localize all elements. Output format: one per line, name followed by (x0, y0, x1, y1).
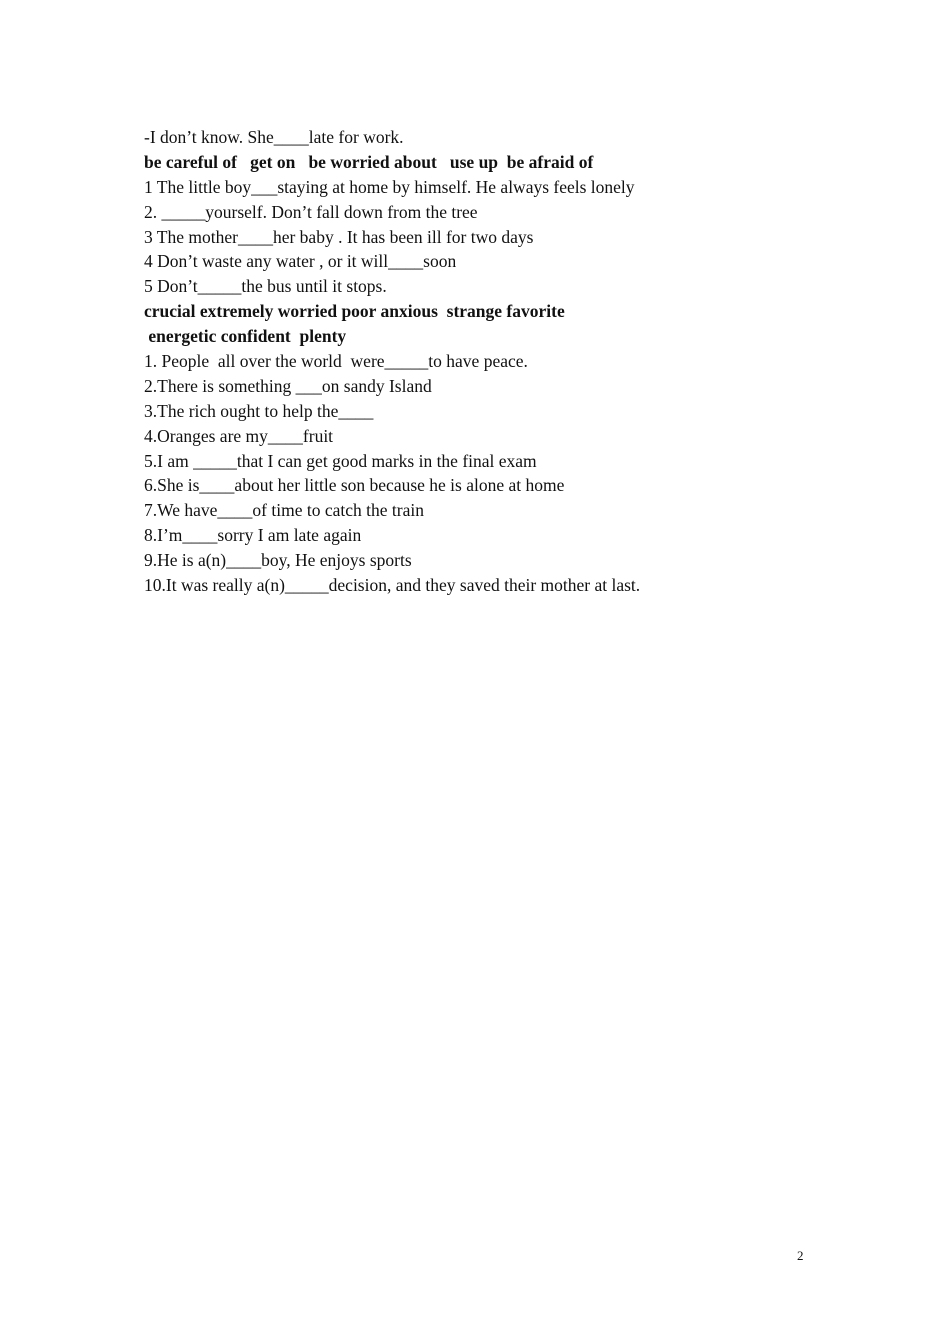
exercise-2-item-5: 5.I am _____that I can get good marks in the final exam (144, 450, 537, 471)
exercise-1-item-5: 5 Don’t_____the bus until it stops. (144, 276, 387, 297)
exercise-2-item-8: 8.I’m____sorry I am late again (144, 525, 362, 546)
exercise-2-item-2: 2.There is something ___on sandy Island (144, 375, 432, 396)
exercise-2-item-4: 4.Oranges are my____fruit (144, 425, 334, 446)
exercise-2-item-1: 1. People all over the world were_____to have peace. (144, 351, 528, 372)
exercise-2-item-3: 3.The rich ought to help the____ (144, 400, 374, 421)
exercise-1-item-4: 4 Don’t waste any water , or it will____soon (144, 251, 457, 272)
exercise-1-item-3: 3 The mother____her baby . It has been ill for two days (144, 226, 534, 247)
exercise-1-item-2: 2. _____yourself. Don’t fall down from the tree (144, 201, 478, 222)
word-bank-line-1: crucial extremely worried poor anxious strange favorite (144, 301, 565, 322)
intro-line: -I don’t know. She____late for work. (144, 127, 404, 147)
word-bank-line-2: energetic confident plenty (144, 326, 347, 347)
exercise-2-item-10: 10.It was really a(n)_____decision, and they saved their mother at last. (144, 575, 641, 596)
exercise-2-item-6: 6.She is____about her little son because he is alone at home (144, 475, 565, 496)
page-number: 2 (797, 1248, 804, 1263)
exercise-2-item-9: 9.He is a(n)____boy, He enjoys sports (144, 550, 412, 571)
exercise-2-item-7: 7.We have____of time to catch the train (144, 500, 424, 521)
worksheet-content (144, 125, 824, 598)
phrase-bank: be careful of get on be worried about use up be afraid of (144, 151, 594, 172)
exercise-1-item-1: 1 The little boy___staying at home by himself. He always feels lonely (144, 176, 635, 197)
